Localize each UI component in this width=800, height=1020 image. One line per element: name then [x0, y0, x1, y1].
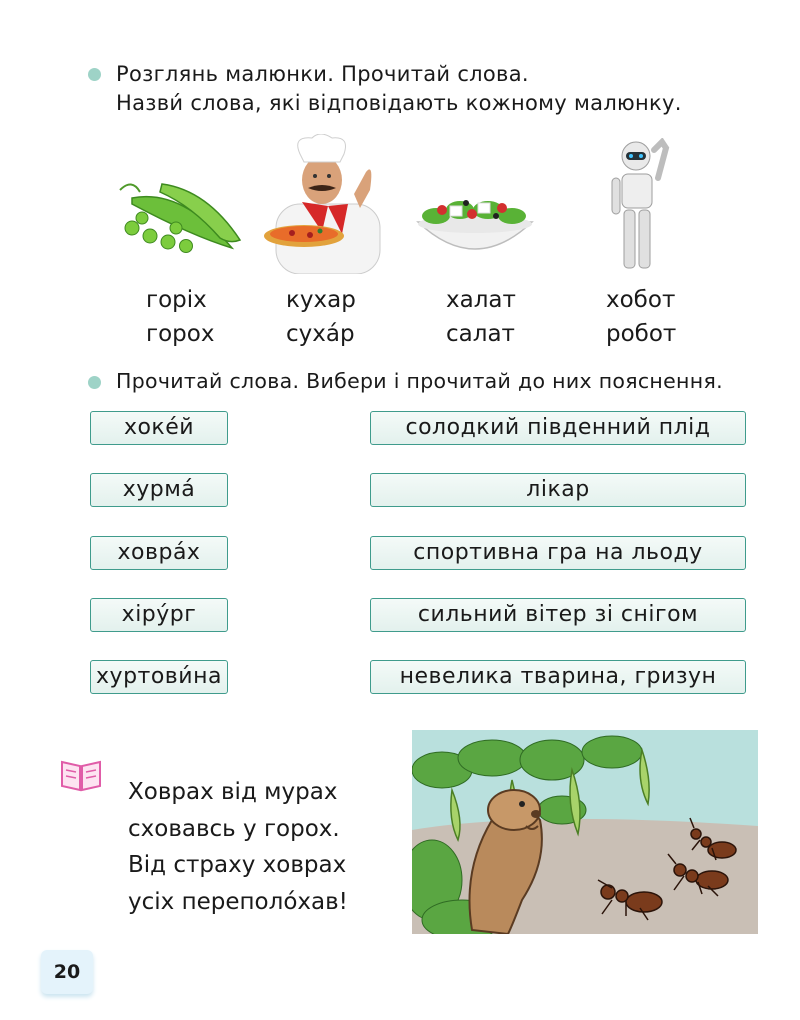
- word-option: горох: [146, 321, 215, 347]
- picture-words-peas: [146, 283, 214, 351]
- definition-box: солодкий південний плід: [370, 411, 746, 445]
- poem-line: сховавсь у горох.: [128, 815, 340, 842]
- word-box: хуртови́на: [90, 660, 228, 694]
- task2-instruction: Прочитай слова. Вибери і прочитай до них пояснення.: [116, 369, 723, 393]
- definition-box: невелика тварина, гризун: [370, 660, 746, 694]
- open-book-icon: [56, 754, 106, 796]
- word-option: робот: [606, 321, 677, 347]
- word-box: хіру́рг: [90, 598, 228, 632]
- salad-image: [414, 186, 536, 266]
- task1-line1: Розглянь малюнки. Прочитай слова.: [116, 62, 529, 86]
- word-box: ховра́х: [90, 536, 228, 570]
- word-option: халат: [446, 287, 516, 313]
- word-option: хобот: [606, 287, 676, 313]
- robot-image: [608, 138, 672, 272]
- word-box: хурма́: [90, 473, 228, 507]
- poem-line: усіх переполо́хав!: [128, 888, 348, 915]
- picture-words-salad: [446, 283, 516, 351]
- picture-words-robot: [606, 283, 676, 351]
- definition-box: сильний вітер зі снігом: [370, 598, 746, 632]
- definition-box: спортивна гра на льоду: [370, 536, 746, 570]
- poem: [128, 774, 348, 920]
- word-box: хоке́й: [90, 411, 228, 445]
- task1-line2: Назви́ слова, які відповідають кожному малюнку.: [116, 91, 682, 115]
- definition-box: лікар: [370, 473, 746, 507]
- word-option: горіх: [146, 287, 207, 313]
- peas-image: [112, 170, 247, 260]
- page-number: 20: [41, 950, 93, 994]
- word-option: салат: [446, 321, 515, 347]
- poem-line: Ховрах від мурах: [128, 779, 338, 805]
- word-option: кухар: [286, 287, 356, 313]
- picture-words-chef: [286, 283, 356, 351]
- chef-image: [262, 134, 392, 274]
- bullet-dot: [88, 68, 101, 81]
- gopher-illustration: [412, 730, 758, 934]
- poem-line: Від страху ховрах: [128, 852, 347, 878]
- bullet-dot: [88, 376, 101, 389]
- word-option: суха́р: [286, 321, 355, 347]
